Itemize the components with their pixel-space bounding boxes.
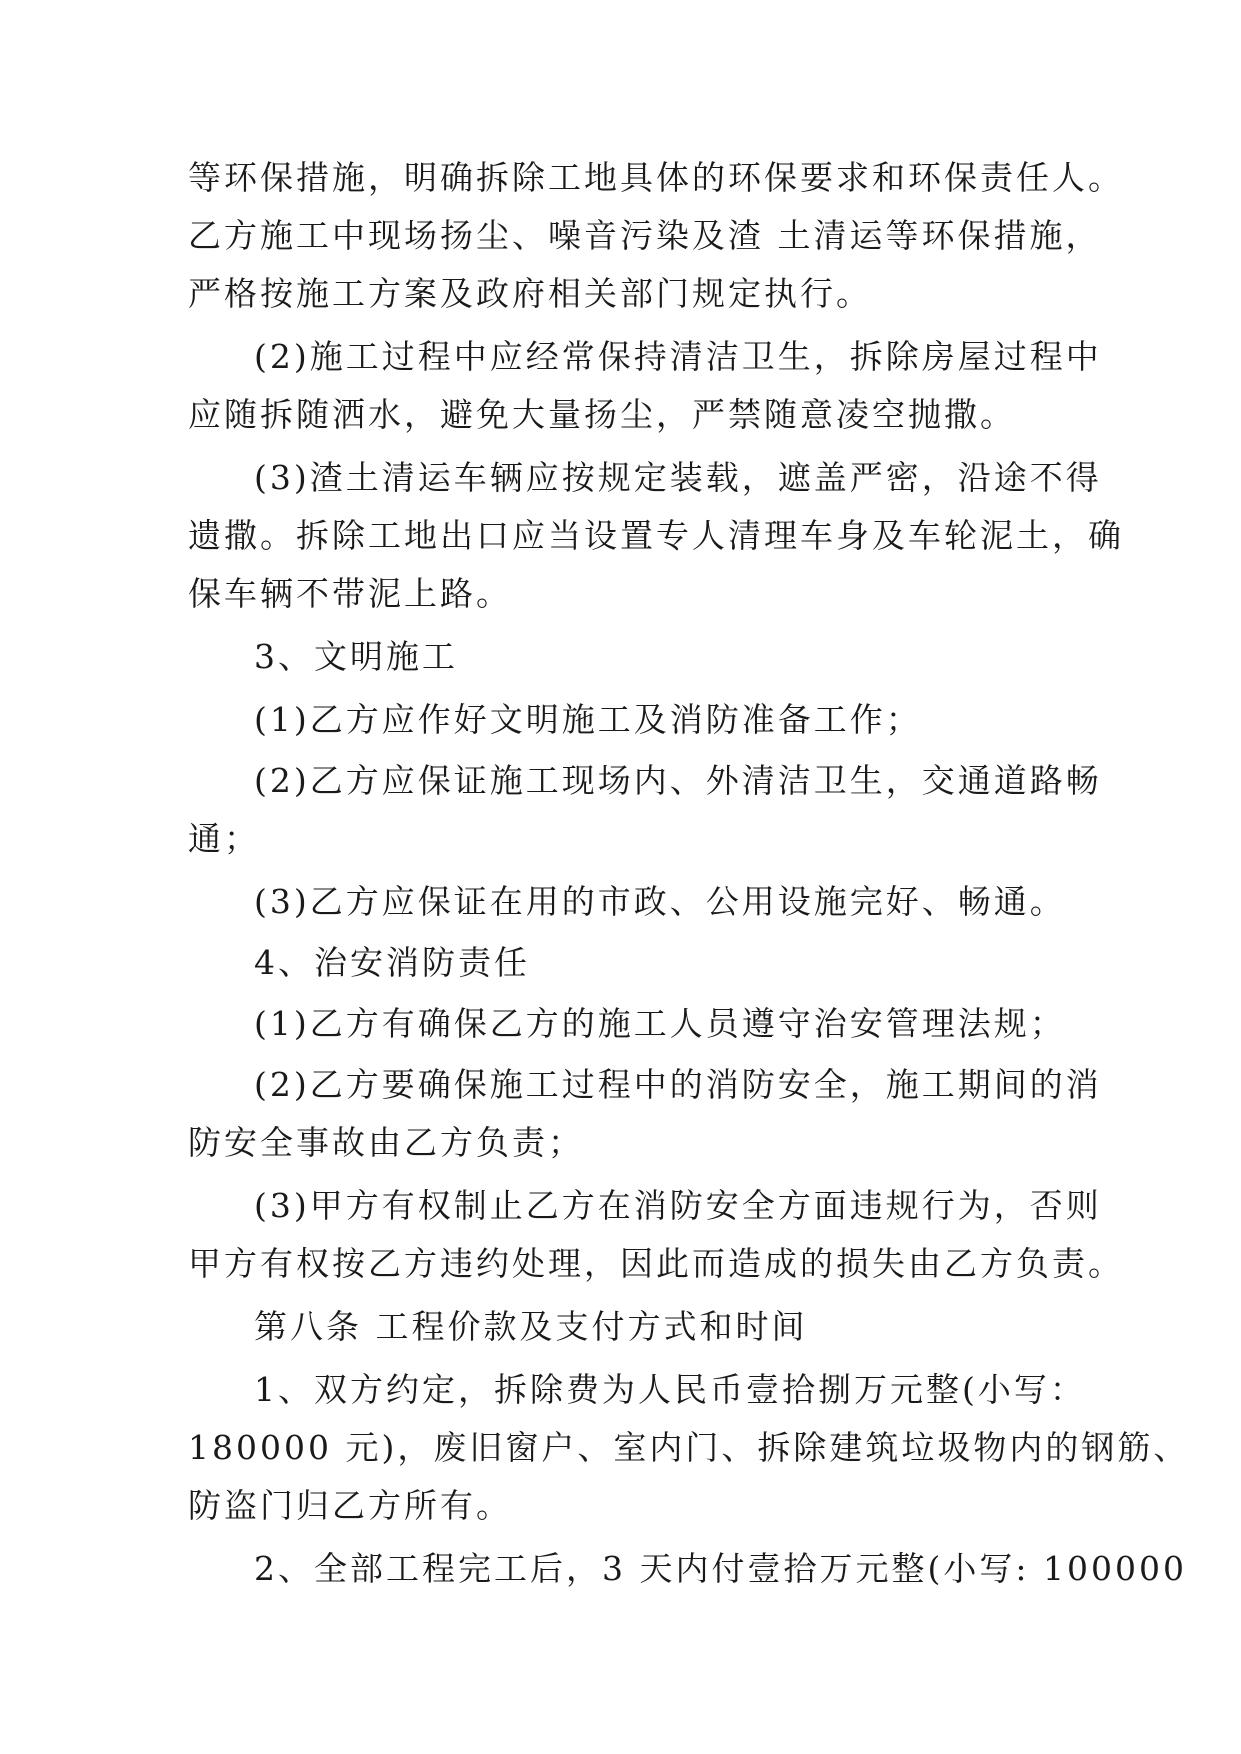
text-line: 乙方施工中现场扬尘、噪音污染及渣 土清运等环保措施， bbox=[188, 216, 1102, 255]
text-line: (1)乙方应作好文明施工及消防准备工作； bbox=[254, 700, 922, 739]
text-line: (2)乙方要确保施工过程中的消防安全，施工期间的消 bbox=[254, 1065, 1102, 1104]
text-line: 1、双方约定，拆除费为人民币壹拾捌万元整(小写： bbox=[254, 1370, 1086, 1409]
section-heading: 4、治安消防责任 bbox=[254, 943, 530, 982]
text-line: 等环保措施，明确拆除工地具体的环保要求和环保责任人。 bbox=[188, 158, 1124, 197]
text-line: 甲方有权按乙方违约处理，因此而造成的损失由乙方负责。 bbox=[188, 1244, 1124, 1283]
text-line: (2)施工过程中应经常保持清洁卫生，拆除房屋过程中 bbox=[254, 337, 1102, 376]
text-line: 保车辆不带泥上路。 bbox=[188, 574, 512, 613]
text-line: 防安全事故由乙方负责； bbox=[188, 1123, 584, 1162]
text-line: (3)渣土清运车辆应按规定装载，遮盖严密，沿途不得 bbox=[254, 458, 1102, 497]
text-line: 应随拆随洒水，避免大量扬尘，严禁随意凌空抛撒。 bbox=[188, 395, 1016, 434]
text-line: (2)乙方应保证施工现场内、外清洁卫生，交通道路畅 bbox=[254, 761, 1102, 800]
text-line: 2、全部工程完工后，3 天内付壹拾万元整(小写: 100000 bbox=[254, 1549, 1187, 1588]
text-line: (3)乙方应保证在用的市政、公用设施完好、畅通。 bbox=[254, 882, 1066, 921]
text-line: 通； bbox=[188, 819, 260, 858]
text-line: 180000 元)，废旧窗户、室内门、拆除建筑垃圾物内的钢筋、 bbox=[188, 1428, 1190, 1467]
text-line: 严格按施工方案及政府相关部门规定执行。 bbox=[188, 274, 872, 313]
text-line: 遗撒。拆除工地出口应当设置专人清理车身及车轮泥土，确 bbox=[188, 516, 1124, 555]
text-line: 防盗门归乙方所有。 bbox=[188, 1486, 512, 1525]
text-line: (1)乙方有确保乙方的施工人员遵守治安管理法规； bbox=[254, 1004, 1066, 1043]
section-heading: 3、文明施工 bbox=[254, 637, 458, 676]
text-line: (3)甲方有权制止乙方在消防安全方面违规行为，否则 bbox=[254, 1186, 1102, 1225]
article-heading: 第八条 工程价款及支付方式和时间 bbox=[254, 1307, 808, 1346]
